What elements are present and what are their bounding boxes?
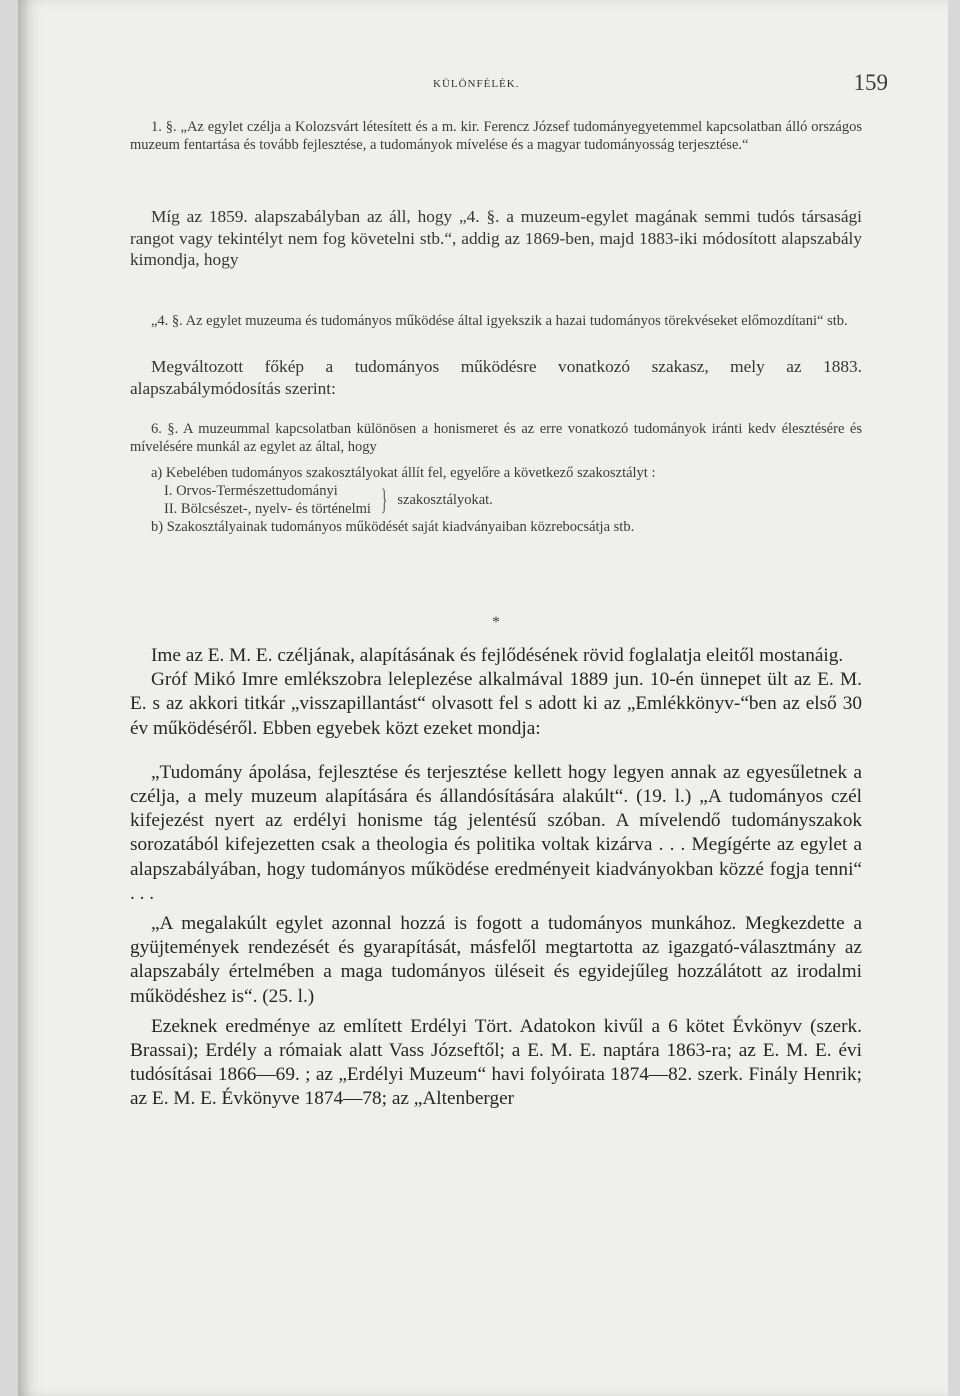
running-title: KÜLÖNFÉLÉK. [433,78,520,90]
main-paragraph-1: Ime az E. M. E. czéljának, alapításának és fejlődésének rövid foglalatja eleitől mostanáig. [151,645,844,666]
main-paragraph-5: Ezeknek eredménye az említett Erdélyi Tört. Adatokon kivűl a 6 kötet Évkönyv (szerk. Brassai); Erdély a rómaiak alatt Vass Józseftől; a E. M. E. naptára 1863-ra; az E. M. E. évi tudósításai 1866—69. ; az „Erdélyi Muzeum“ havi folyóirata 1874—82. szerk. Finály Henrik; az E. M. E. Évkönyve 1874—78; az „Altenberger [130,1015,862,1110]
section-list [164,482,862,518]
section-item-2: II. Bölcsészet-, nyelv- és történelmi [164,501,371,517]
section-item-1: I. Orvos-Természettudományi [164,483,338,499]
statute-change-block [130,356,862,399]
commentary-paragraph: Míg az 1859. alapszabályban az áll, hogy „4. §. a muzeum-egylet magának semmi tudós társasági rangot vagy tekintélyt nem fog követelni stb.“, addig az 1869-ben, majd 1883-iki módosított alapszabály kimondja, hogy [130,207,862,269]
statute-item-b: b) Szakosztályainak tudományos működését saját kiadványaiban közrebocsátja stb. [151,519,635,535]
main-paragraph-4: „A megalakúlt egylet azonnal hozzá is fogott a tudományos munkához. Megkezdette a gyüjtemények rendezését és gyarapítását, másfelől megtartotta az igazgató-választmány az alapszabály értelmében a maga tudományos üléseit és egyidejűleg hozzálátott az irodalmi működéshez is“. (25. l.) [130,913,862,1007]
book-page [18,0,948,1396]
separator [130,604,862,642]
main-paragraph-3: „Tudomány ápolása, fejlesztése és terjesztése kellett hogy legyen annak az egyesűletnek a czélja, a mely muzeum alapítására és állandósítására alakúlt“. (19. l.) „A tudományos czél kifejezést nyert az erdélyi honisme tág jelentésű szóban. A mívelendő tudományszakok sorozatából kifejezetten csak a theologia és politika voltak kizárva . . . Megígérte az egylet a alapszabályában, hogy tudományos működése eredményeit kiadványokban közzé fogja tenni“ . . . [130,761,862,904]
page-header [433,70,888,104]
statute-commentary-block [130,206,862,271]
statute-item-a: a) Kebelében tudományos szakosztályokat állít fel, egyelőre a következő szakosztályt : [151,465,656,481]
main-paragraph-2: Gróf Mikó Imre emlékszobra leleplezése alkalmával 1889 jun. 10-én ünnepet ült az E. M. E. s az akkori titkár „visszapillantást“ olvasott fel s adott ki az „Emlékkönyv-“ben az első 30 év működéséről. Ebben egyebek közt ezeket mondja: [130,669,862,739]
statute-quote-4 [130,312,862,330]
statute-quote-6 [130,420,862,536]
main-text-block [130,644,862,1112]
statute-paragraph-6: 6. §. A muzeummal kapcsolatban különösen a honismeret és az erre vonatkozó tudományok iránti kedv élesztésére és mívelésére munkál az egylet az által, hogy [130,421,862,455]
statute-paragraph-4: „4. §. Az egylet muzeuma és tudományos működése által igyekszik a hazai tudományos törekvéseket előmozdítani“ stb. [151,313,848,329]
section-suffix: szakosztályokat. [397,492,493,508]
statute-quote-block [130,118,862,154]
asterisk-separator: * [492,614,500,631]
change-paragraph: Megváltozott főkép a tudományos működésre vonatkozó szakasz, mely az 1883. alapszabálymódosítás szerint: [130,357,862,398]
statute-paragraph-1: 1. §. „Az egylet czélja a Kolozsvárt létesített és a m. kir. Ferencz József tudományegyetemmel kapcsolatban álló országos muzeum fentartása és tovább fejlesztése, a tudományok mívelése és a magyar tudományosság terjesztése.“ [130,119,862,153]
brace-symbol: } [380,483,388,516]
page-number: 159 [853,70,888,95]
